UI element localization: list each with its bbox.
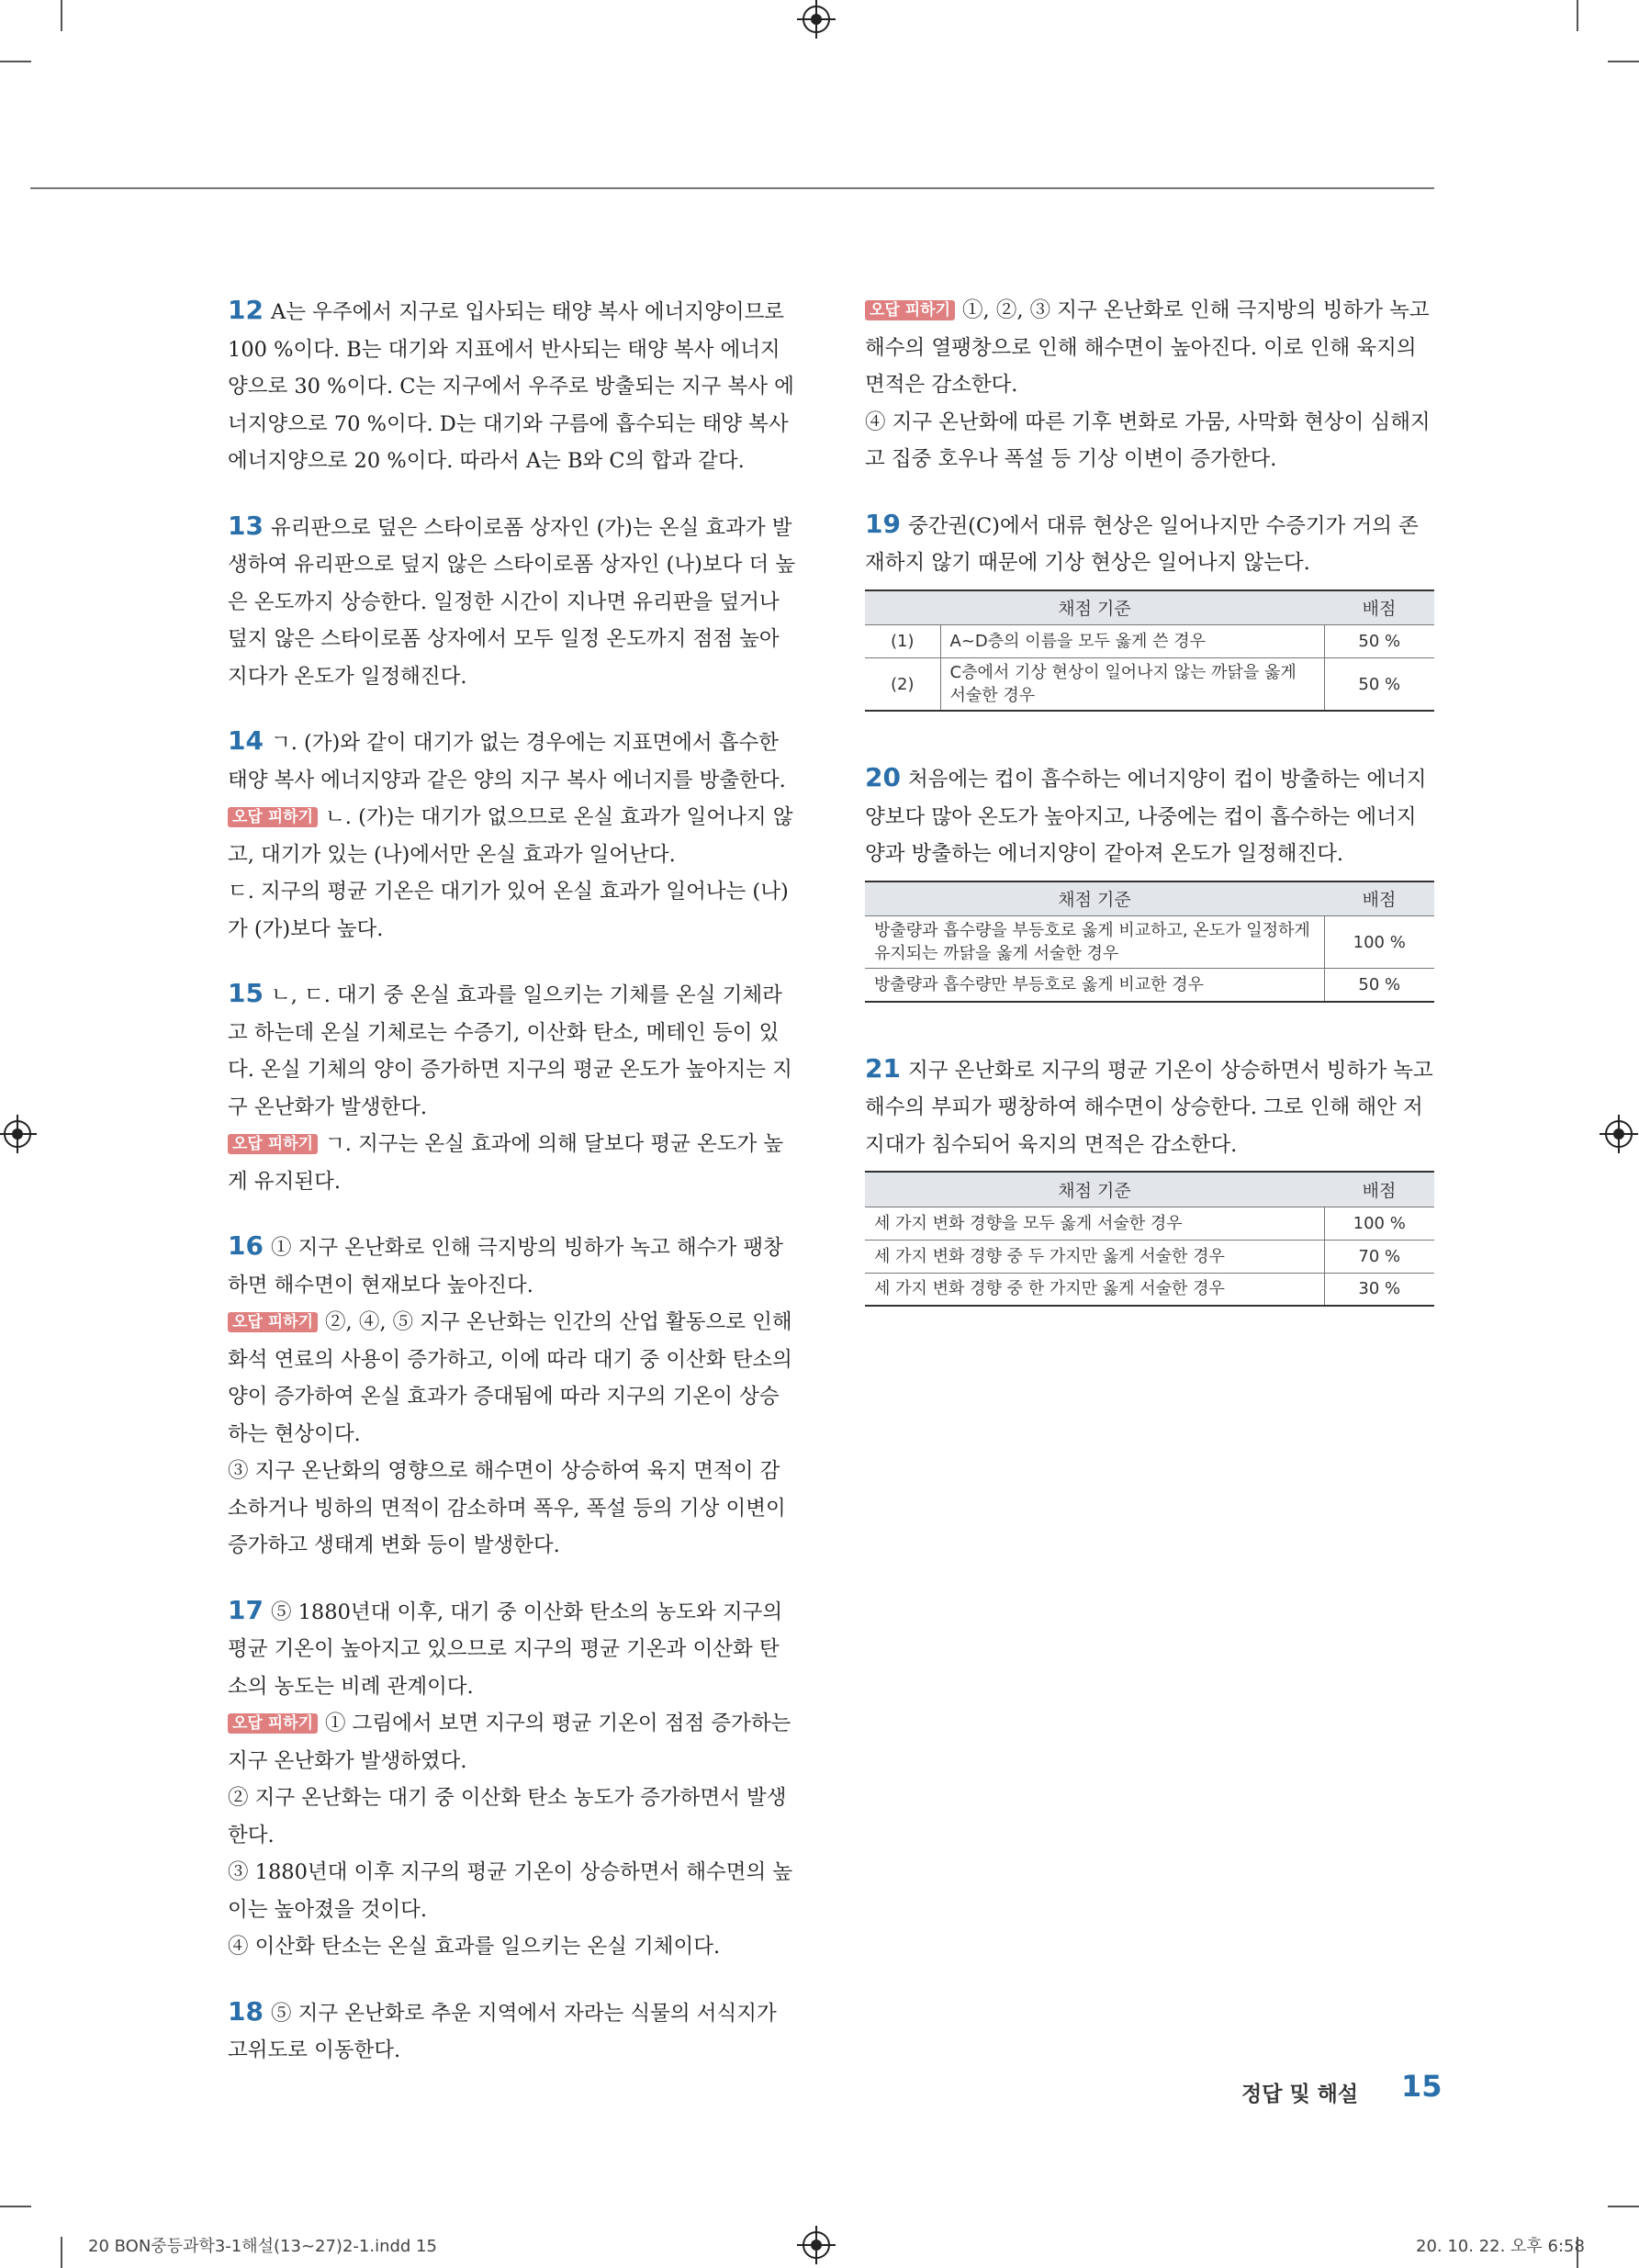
answer-text: ① 그림에서 보면 지구의 평균 기온이 점점 증가하는 지구 온난화가 발생하였다. xyxy=(228,1712,791,1773)
question-number: 18 xyxy=(228,1995,264,2027)
scoring-table-21 xyxy=(865,1171,1434,1307)
registration-mark-left xyxy=(4,1120,31,1148)
left-column xyxy=(228,292,797,2097)
question-number: 14 xyxy=(228,725,264,756)
answer-16 xyxy=(228,1228,797,1565)
row-criteria: A~D층의 이름을 모두 옳게 쓴 경우 xyxy=(940,625,1324,658)
wrong-answer-badge: 오답 피하기 xyxy=(865,300,955,320)
answer-text: ⑤ 1880년대 이후, 대기 중 이산화 탄소의 농도와 지구의 평균 기온이 높아지고 있으므로 지구의 평균 기온과 이산화 탄소의 농도는 비례 관계이다. xyxy=(228,1600,783,1699)
crop-mark xyxy=(1608,61,1639,62)
answer-text: A는 우주에서 지구로 입사되는 태양 복사 에너지양이므로 100 %이다. B는 대기와 지표에서 반사되는 태양 복사 에너지양으로 30 %이다. C는 지구에서 우주로 방출되는 지구 복사 에너지양으로 70 %이다. D는 대기와 구름에 흡수되는 태양 복사 에너지양으로 20 %이다. 따라서 A는 B와 C의 합과 같다. xyxy=(228,300,794,473)
row-criteria: 세 가지 변화 경향 중 한 가지만 옳게 서술한 경우 xyxy=(865,1273,1324,1306)
table-header-points: 배점 xyxy=(1324,1172,1434,1207)
row-number: (1) xyxy=(865,625,940,658)
crop-mark xyxy=(1608,2206,1639,2207)
answer-18 xyxy=(228,1993,797,2070)
table-row xyxy=(865,969,1434,1002)
answer-14 xyxy=(228,723,797,948)
table-header-points: 배점 xyxy=(1324,590,1434,625)
answer-text: ①, ②, ③ 지구 온난화로 인해 극지방의 빙하가 녹고 해수의 열팽창으로 인해 해수면이 높아진다. 이로 인해 육지의 면적은 감소한다. xyxy=(865,298,1430,397)
crop-mark xyxy=(61,2237,62,2268)
answer-text: 지구 온난화로 지구의 평균 기온이 상승하면서 빙하가 녹고 해수의 부피가 팽창하여 해수면이 상승한다. 그로 인해 해안 저지대가 침수되어 육지의 면적은 감소한다. xyxy=(865,1058,1433,1157)
answer-text: ③ 1880년대 이후 지구의 평균 기온이 상승하면서 해수면의 높이는 높아졌을 것이다. xyxy=(228,1860,793,1922)
table-row xyxy=(865,1207,1434,1240)
table-row xyxy=(865,625,1434,658)
answer-20 xyxy=(865,759,1434,873)
table-header-criteria: 채점 기준 xyxy=(865,1172,1324,1207)
question-number: 16 xyxy=(228,1230,264,1261)
table-header-criteria: 채점 기준 xyxy=(865,590,1324,625)
registration-mark-right xyxy=(1605,1120,1633,1148)
crop-mark xyxy=(0,61,31,62)
answer-text: ㄱ. 지구는 온실 효과에 의해 달보다 평균 온도가 높게 유지된다. xyxy=(228,1132,784,1194)
row-points: 50 % xyxy=(1324,658,1434,712)
answer-21 xyxy=(865,1050,1434,1164)
table-header-criteria: 채점 기준 xyxy=(865,881,1324,916)
row-criteria: 방출량과 흡수량만 부등호로 옳게 비교한 경우 xyxy=(865,969,1324,1002)
answer-18-continued xyxy=(865,292,1434,478)
row-points: 70 % xyxy=(1324,1240,1434,1273)
answer-text: ㄱ. (가)와 같이 대기가 없는 경우에는 지표면에서 흡수한 태양 복사 에너지양과 같은 양의 지구 복사 에너지를 방출한다. xyxy=(228,731,786,792)
answer-17 xyxy=(228,1592,797,1966)
answer-text: ④ 지구 온난화에 따른 기후 변화로 가뭄, 사막화 현상이 심해지고 집중 호우나 폭설 등 기상 이변이 증가한다. xyxy=(865,410,1431,471)
table-row xyxy=(865,1273,1434,1306)
answer-text: ③ 지구 온난화의 영향으로 해수면이 상승하여 육지 면적이 감소하거나 빙하의 면적이 감소하며 폭우, 폭설 등의 기상 이변이 증가하고 생태계 변화 등이 발생한다. xyxy=(228,1459,786,1557)
row-points: 30 % xyxy=(1324,1273,1434,1306)
row-criteria: 방출량과 흡수량을 부등호로 옳게 비교하고, 온도가 일정하게 유지되는 까닭을 옳게 서술한 경우 xyxy=(865,916,1324,969)
header-rule xyxy=(30,187,1434,189)
answer-text: ④ 이산화 탄소는 온실 효과를 일으키는 온실 기체이다. xyxy=(228,1935,721,1959)
table-row xyxy=(865,658,1434,712)
answer-12 xyxy=(228,292,797,480)
print-slug-filename: 20 BON중등과학3-1해설(13~27)2-1.indd 15 xyxy=(88,2237,437,2256)
row-criteria: 세 가지 변화 경향을 모두 옳게 서술한 경우 xyxy=(865,1207,1324,1240)
answer-text: ① 지구 온난화로 인해 극지방의 빙하가 녹고 해수가 팽창하면 해수면이 현재보다 높아진다. xyxy=(228,1236,783,1297)
answer-text: 처음에는 컵이 흡수하는 에너지양이 컵이 방출하는 에너지양보다 많아 온도가 높아지고, 나중에는 컵이 흡수하는 에너지양과 방출하는 에너지양이 같아져 온도가 일정해진다. xyxy=(865,768,1427,866)
answer-text: 중간권(C)에서 대류 현상은 일어나지만 수증기가 거의 존재하지 않기 때문에 기상 현상은 일어나지 않는다. xyxy=(865,513,1419,575)
table-header-points: 배점 xyxy=(1324,881,1434,916)
registration-mark-bottom xyxy=(803,2231,830,2259)
wrong-answer-badge: 오답 피하기 xyxy=(228,807,318,827)
scoring-table-19 xyxy=(865,589,1434,713)
question-number: 15 xyxy=(228,978,264,1008)
wrong-answer-badge: 오답 피하기 xyxy=(228,1134,318,1154)
row-points: 50 % xyxy=(1324,969,1434,1002)
print-slug-date: 20. 10. 22. 오후 6:58 xyxy=(1416,2237,1585,2256)
answer-text: ②, ④, ⑤ 지구 온난화는 인간의 산업 활동으로 인해 화석 연료의 사용이 증가하고, 이에 따라 대기 중 이산화 탄소의 양이 증가하여 온실 효과가 증대됨에 따라 지구의 기온이 상승하는 현상이다. xyxy=(228,1310,792,1446)
answer-15 xyxy=(228,975,797,1200)
row-criteria: C층에서 기상 현상이 일어나지 않는 까닭을 옳게 서술한 경우 xyxy=(940,658,1324,712)
wrong-answer-badge: 오답 피하기 xyxy=(228,1713,318,1734)
page-number: 15 xyxy=(1401,2069,1443,2104)
row-points: 100 % xyxy=(1324,1207,1434,1240)
row-points: 50 % xyxy=(1324,625,1434,658)
answer-text: ㄴ, ㄷ. 대기 중 온실 효과를 일으키는 기체를 온실 기체라고 하는데 온실 기체로는 수증기, 이산화 탄소, 메테인 등이 있다. 온실 기체의 양이 증가하면 지구의 평균 온도가 높아지는 지구 온난화가 발생한다. xyxy=(228,983,792,1119)
question-number: 21 xyxy=(865,1052,901,1083)
registration-mark-top xyxy=(803,6,830,33)
table-row xyxy=(865,1240,1434,1273)
answer-19 xyxy=(865,506,1434,582)
answer-13 xyxy=(228,508,797,696)
row-criteria: 세 가지 변화 경향 중 두 가지만 옳게 서술한 경우 xyxy=(865,1240,1324,1273)
question-number: 13 xyxy=(228,510,264,541)
answer-text: ㄴ. (가)는 대기가 없으므로 온실 효과가 일어나지 않고, 대기가 있는 (나)에서만 온실 효과가 일어난다. xyxy=(228,805,793,867)
answer-text: ⑤ 지구 온난화로 추운 지역에서 자라는 식물의 서식지가 고위도로 이동한다. xyxy=(228,2001,777,2062)
answer-text: 유리판으로 덮은 스타이로폼 상자인 (가)는 온실 효과가 발생하여 유리판으로 덮지 않은 스타이로폼 상자인 (나)보다 더 높은 온도까지 상승한다. 일정한 시간이 지나면 유리판을 덮거나 덮지 않은 스타이로폼 상자에서 모두 일정 온도까지 점점 높아지다가 온도가 일정해진다. xyxy=(228,515,796,689)
crop-mark xyxy=(61,0,62,31)
footer-section-label: 정답 및 해설 xyxy=(1241,2083,1359,2106)
right-column xyxy=(865,292,1434,1354)
row-points: 100 % xyxy=(1324,916,1434,969)
answer-text: ② 지구 온난화는 대기 중 이산화 탄소 농도가 증가하면서 발생한다. xyxy=(228,1786,787,1847)
answer-text: ㄷ. 지구의 평균 기온은 대기가 있어 온실 효과가 일어나는 (나)가 (가)보다 높다. xyxy=(228,880,789,941)
scoring-table-20 xyxy=(865,881,1434,1003)
question-number: 17 xyxy=(228,1594,264,1625)
wrong-answer-badge: 오답 피하기 xyxy=(228,1312,318,1332)
question-number: 12 xyxy=(228,295,264,325)
crop-mark xyxy=(0,2206,31,2207)
table-row xyxy=(865,916,1434,969)
question-number: 20 xyxy=(865,762,901,792)
question-number: 19 xyxy=(865,508,901,539)
row-number: (2) xyxy=(865,658,940,712)
crop-mark xyxy=(1577,0,1578,31)
